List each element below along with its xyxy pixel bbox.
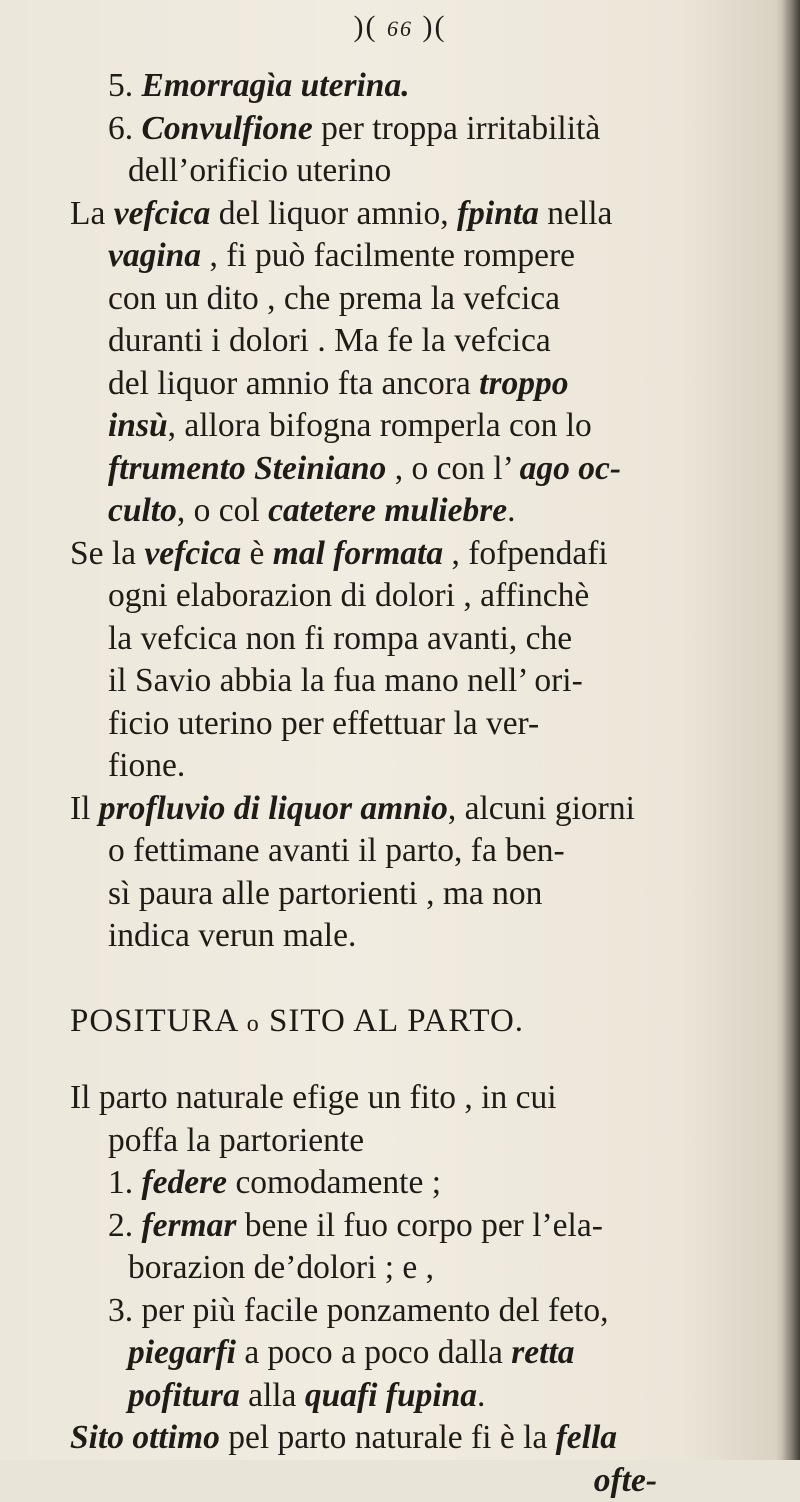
list-item-3	[70, 1290, 775, 1333]
header-right-mark: )(	[423, 10, 447, 43]
italic-term: ago oc-	[520, 450, 621, 487]
paragraph-line	[70, 363, 775, 406]
paragraph-line	[70, 788, 775, 831]
text-span: a poco a poco dalla	[236, 1334, 511, 1371]
italic-term: vefcica	[114, 195, 211, 232]
italic-term: insù	[108, 407, 168, 444]
paragraph-line	[70, 193, 775, 236]
item-text: per troppa irritabilità	[313, 110, 600, 147]
page-body	[70, 65, 775, 1502]
italic-term: mal formata	[273, 535, 443, 572]
paragraph-line: il Savio abbia la fua mano nell’ ori-	[70, 660, 775, 703]
paragraph-line: ficio uterino per effettuar la ver-	[70, 703, 775, 746]
item-title: Emorragìa uterina.	[142, 67, 410, 104]
italic-term: catetere muliebre	[268, 492, 507, 529]
item-number: 2.	[108, 1207, 142, 1244]
italic-term: fella	[556, 1419, 617, 1456]
list-item-6-continuation: dell’orificio uterino	[70, 150, 775, 193]
text-span: per più facile ponzamento del feto,	[142, 1292, 609, 1329]
item-number: 3.	[108, 1292, 142, 1329]
text-span: comodamente ;	[227, 1164, 441, 1201]
italic-term: federe	[142, 1164, 228, 1201]
page-header	[0, 10, 800, 44]
italic-term: troppo	[479, 365, 568, 402]
paragraph-line: sì paura alle partorienti , ma non	[70, 873, 775, 916]
text-span: .	[477, 1377, 485, 1414]
text-span: bene il fuo corpo per l’ela-	[236, 1207, 602, 1244]
italic-term: ftrumento Steiniano	[108, 450, 386, 487]
page-edge-shadow	[782, 0, 800, 1460]
italic-term: vagina	[108, 237, 201, 274]
text-span: , o con l’	[386, 450, 519, 487]
list-item-5	[70, 65, 775, 108]
italic-term: piegarfi	[128, 1334, 236, 1371]
item-number: 6.	[108, 110, 133, 147]
text-span: nella	[539, 195, 612, 232]
item-number: 1.	[108, 1164, 142, 1201]
list-item-1	[70, 1162, 775, 1205]
text-span: Il	[70, 790, 99, 827]
text-span: alla	[240, 1377, 305, 1414]
paragraph-line	[70, 448, 775, 491]
text-span: Se la	[70, 535, 144, 572]
heading-text: o	[247, 1011, 260, 1037]
text-span: , o col	[177, 492, 268, 529]
text-span: , alcuni giorni	[448, 790, 635, 827]
italic-term: Sito ottimo	[70, 1419, 220, 1456]
list-item-2-continuation: borazion de’dolori ; e ,	[70, 1247, 775, 1290]
text-span: è	[241, 535, 273, 572]
list-item-3-continuation	[70, 1375, 775, 1418]
italic-term: profluvio di liquor amnio	[99, 790, 448, 827]
item-title: Convulfione	[142, 110, 313, 147]
paragraph-line	[70, 533, 775, 576]
text-span: La	[70, 195, 114, 232]
italic-term: retta	[511, 1334, 574, 1371]
italic-term: culto	[108, 492, 177, 529]
section-heading	[70, 1000, 775, 1046]
paragraph-line	[70, 1417, 775, 1460]
list-item-6	[70, 108, 775, 151]
heading-text: SITO AL PARTO.	[260, 1003, 524, 1039]
text-span: .	[507, 492, 515, 529]
text-span: del liquor amnio fta ancora	[108, 365, 479, 402]
paragraph-line: o fettimane avanti il parto, fa ben-	[70, 830, 775, 873]
paragraph-line: con un dito , che prema la vefcica	[70, 278, 775, 321]
paragraph-line	[70, 405, 775, 448]
paragraph-line: poffa la partoriente	[70, 1120, 775, 1163]
text-span: , fi può facilmente rompere	[201, 237, 575, 274]
italic-term: quafi fupina	[305, 1377, 477, 1414]
page-number: 66	[387, 16, 413, 41]
paragraph-line	[70, 235, 775, 278]
paragraph-line: indica verun male.	[70, 915, 775, 958]
paragraph-line: duranti i dolori . Ma fe la vefcica	[70, 320, 775, 363]
text-span: pel parto naturale fi è la	[220, 1419, 556, 1456]
paragraph-line	[70, 490, 775, 533]
header-left-mark: )(	[354, 10, 378, 43]
item-number: 5.	[108, 67, 133, 104]
italic-term: fermar	[142, 1207, 237, 1244]
list-item-3-continuation	[70, 1332, 775, 1375]
text-span: , allora bifogna romperla con lo	[168, 407, 592, 444]
list-item-2	[70, 1205, 775, 1248]
italic-term: fpinta	[457, 195, 539, 232]
paragraph-line: ogni elaborazion di dolori , affinchè	[70, 575, 775, 618]
paragraph-line: la vefcica non fi rompa avanti, che	[70, 618, 775, 661]
heading-text: POSITURA	[70, 1003, 247, 1039]
paragraph-line: fione.	[70, 745, 775, 788]
text-span: del liquor amnio,	[210, 195, 457, 232]
catchword: ofte-	[70, 1460, 775, 1502]
paragraph-line: Il parto naturale efige un fito , in cui	[70, 1077, 775, 1120]
text-span: , fofpendafi	[443, 535, 608, 572]
italic-term: pofitura	[128, 1377, 240, 1414]
italic-term: vefcica	[144, 535, 241, 572]
